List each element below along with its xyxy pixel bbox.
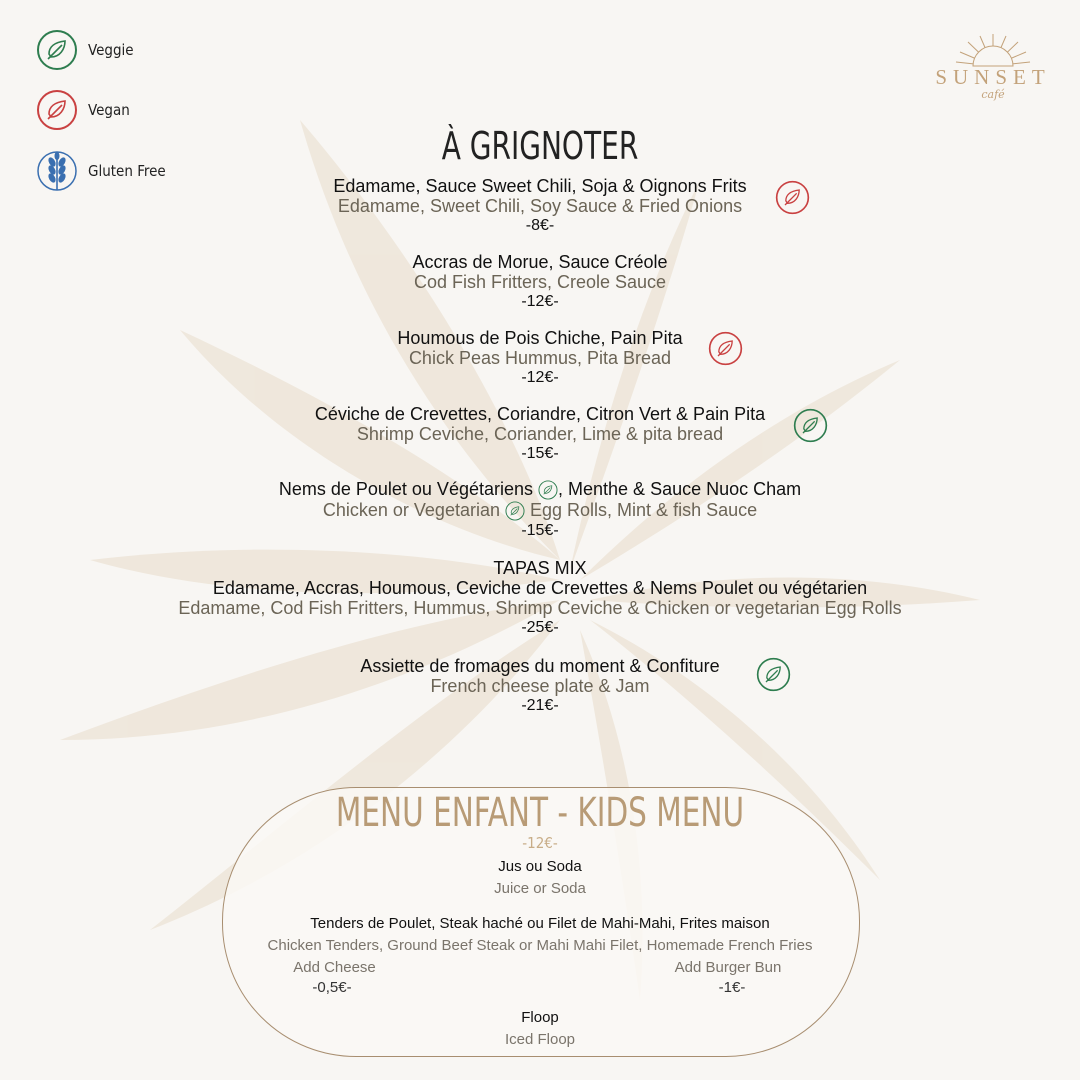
kids-menu-title: MENU ENFANT - KIDS MENU (335, 790, 745, 836)
veggie-leaf-icon (36, 29, 78, 71)
dish-name-fr: Houmous de Pois Chiche, Pain Pita (397, 328, 683, 348)
menu-item-tapas-mix (0, 558, 1080, 638)
dish-price: -12€- (521, 293, 559, 310)
kids-main-fr: Tenders de Poulet, Steak haché ou Filet de Mahi-Mahi, Frites maison (310, 915, 770, 932)
dish-name-fr: Edamame, Sauce Sweet Chili, Soja & Oignons Frits (333, 176, 747, 196)
kids-drink-en: Juice or Soda (494, 880, 586, 897)
dish-name-en: French cheese plate & Jam (430, 676, 650, 696)
dish-name-fr-part2: , Menthe & Sauce Nuoc Cham (558, 479, 802, 499)
dish-price: -15€- (521, 522, 559, 539)
veggie-leaf-icon (793, 408, 828, 443)
dish-price: -12€- (521, 369, 559, 386)
vegan-leaf-icon (36, 89, 78, 131)
kids-drink-fr: Jus ou Soda (498, 858, 582, 875)
menu-item (0, 176, 1080, 236)
dish-name-en: Edamame, Cod Fish Fritters, Hummus, Shrimp Ceviche & Chicken or vegetarian Egg Rolls (178, 598, 902, 618)
dish-name-en (0, 500, 1080, 521)
addon-cheese-price: -0,5€- (312, 979, 352, 996)
menu-item (0, 479, 1080, 541)
veggie-leaf-icon (538, 480, 558, 500)
legend-gluten-free-label: Gluten Free (88, 162, 166, 180)
dish-price: -21€- (521, 697, 559, 714)
dish-name-en-part1: Chicken or Vegetarian (322, 500, 500, 520)
dish-name-fr: Accras de Morue, Sauce Créole (412, 252, 668, 272)
menu-item (0, 656, 1080, 716)
kids-menu-price: -12€- (522, 834, 558, 852)
dish-name-en: Edamame, Sweet Chili, Soy Sauce & Fried Onions (337, 196, 743, 216)
dish-name-fr: Assiette de fromages du moment & Confiture (360, 656, 720, 676)
kids-dessert-fr: Floop (521, 1009, 559, 1026)
kids-main-en: Chicken Tenders, Ground Beef Steak or Mahi Mahi Filet, Homemade French Fries (267, 937, 813, 954)
legend-veggie (36, 29, 134, 71)
addon-bun-label: Add Burger Bun (674, 959, 782, 976)
kids-dessert-en: Iced Floop (504, 1031, 576, 1048)
dish-name-en: Shrimp Ceviche, Coriander, Lime & pita bread (356, 424, 724, 444)
legend-vegan-label: Vegan (88, 101, 130, 119)
logo-brand: SUNSET (935, 65, 1051, 89)
legend-veggie-label: Veggie (88, 41, 134, 59)
dish-price: -15€- (521, 445, 559, 462)
dish-name-fr: Céviche de Crevettes, Coriandre, Citron Vert & Pain Pita (314, 404, 766, 424)
veggie-leaf-icon (505, 501, 525, 521)
dish-name-en-part2: Egg Rolls, Mint & fish Sauce (530, 500, 758, 520)
dish-price: -25€- (521, 619, 559, 636)
dish-name-fr (0, 479, 1080, 500)
dish-name-fr: Edamame, Accras, Houmous, Ceviche de Crevettes & Nems Poulet ou végétarien (212, 578, 868, 598)
addon-bun-price: -1€- (718, 979, 746, 996)
dish-title: TAPAS MIX (493, 558, 587, 578)
veggie-leaf-icon (756, 657, 791, 692)
sunset-cafe-logo (918, 32, 1068, 112)
addon-cheese-label: Add Cheese (293, 959, 376, 976)
dish-name-en: Cod Fish Fritters, Creole Sauce (413, 272, 667, 292)
vegan-leaf-icon (775, 180, 810, 215)
menu-item (0, 328, 1080, 388)
menu-item (0, 404, 1080, 464)
menu-item (0, 252, 1080, 312)
dish-price: -8€- (525, 217, 555, 234)
dish-name-en: Chick Peas Hummus, Pita Bread (408, 348, 672, 368)
vegan-leaf-icon (708, 331, 743, 366)
dish-name-fr-part1: Nems de Poulet ou Végétariens (278, 479, 533, 499)
section-title: À GRIGNOTER (441, 124, 639, 168)
logo-sub: café (981, 88, 1005, 101)
